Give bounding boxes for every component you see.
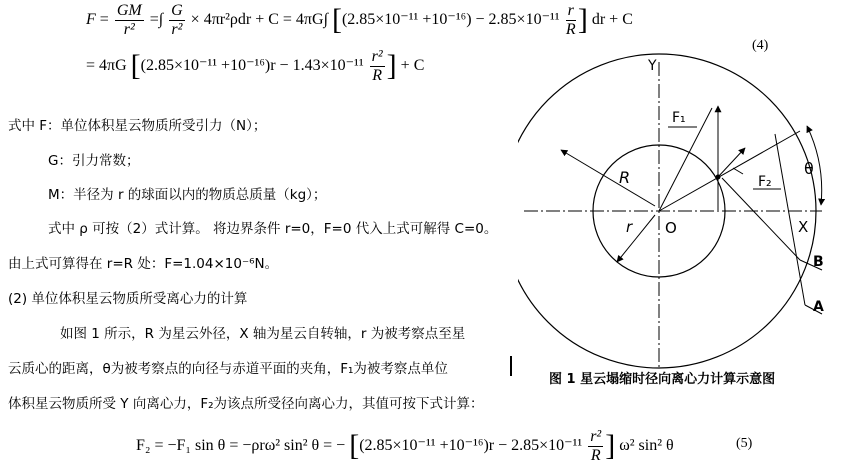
text-line-3: M：半径为 r 的球面以内的物质总质量（kg）； (48, 187, 327, 203)
fraction-g-r2: $\frac{G}{\text{r²}}$ (171, 2, 183, 38)
y-axis-label: Y (648, 58, 657, 74)
label-a: A (813, 299, 824, 315)
inner-radius-arrow (617, 215, 655, 262)
text-line-8: 云质心的距离，θ为被考察点的向径与赤道平面的夹角，F₁为被考察点单位 (8, 361, 448, 377)
right-bracket: ] (605, 429, 616, 463)
right-bracket: ] (577, 3, 588, 37)
fraction-r-R: $\frac{r}{R}$ (565, 2, 576, 38)
figure-1-diagram (518, 50, 843, 370)
text-line-4: 式中 ρ 可按（2）式计算。 将边界条件 r=0，F=0 代入上式可解得 C=0。 (48, 221, 498, 237)
text-line-9: 体积星云物质所受 Y 向离心力，F₂为该点所受径向离心力，其值可按下式计算： (8, 396, 484, 412)
equation-4-line-2: = 4πG [(2.85×10⁻¹¹ +10⁻¹⁶)r − 1.43×10⁻¹¹ $\frac{\text{r²}}{R}$ ] + C (86, 48, 425, 84)
text-line-5: 由上式可算得在 r=R 处：F=1.04×10⁻⁶N。 (8, 256, 279, 272)
fraction-r2-R: $\frac{\text{r²}}{R}$ (371, 48, 383, 84)
theta-label: θ (804, 159, 814, 178)
f2-leader (733, 168, 743, 174)
equation-4-line-1: F = $\frac{GM}{\text{r²}}$ =∫ $\frac{G}{\text{r²}}$ × 4πr²ρdr + C = 4πG∫ [(2.85×10⁻¹¹ +10⁻¹⁶) − 2.85×10⁻¹¹ $\frac{r}{R}$ ] dr + C (86, 2, 633, 38)
text-line-7: 如图 1 所示，R 为星云外径，X 轴为星云自转轴，r 为被考察点至星 (60, 326, 466, 342)
equation-number-5: (5) (736, 436, 753, 451)
f2-label: F₂ (758, 174, 772, 190)
figure-caption: 图 1 星云塌缩时径向离心力计算示意图 (549, 372, 776, 387)
origin-label: O (665, 219, 677, 237)
outer-radius-label: R (619, 168, 631, 187)
left-bracket: [ (349, 429, 360, 463)
left-bracket: [ (130, 49, 141, 83)
equation-5: F₂ = −F₁ sin θ = −ρrω² sin² θ = − [(2.85×10⁻¹¹ +10⁻¹⁶)r − 2.85×10⁻¹¹ $\frac{\text{r²}}{R}$ ] ω² sin² θ (136, 428, 674, 464)
f1-label: F₁ (672, 110, 686, 126)
x-axis-label: X (798, 218, 809, 236)
left-bracket: [ (331, 3, 342, 37)
text-line-1: 式中 F：单位体积星云物质所受引力（N）； (8, 118, 267, 134)
right-bracket: ] (386, 49, 397, 83)
section-heading: (2) 单位体积星云物质所受离心力的计算 (8, 291, 248, 307)
b-leader (722, 178, 800, 260)
fraction-r2-R: $\frac{\text{r²}}{R}$ (590, 428, 602, 464)
text-cursor (510, 356, 512, 376)
label-b: B (813, 254, 824, 270)
fraction-gm-r2: $\frac{GM}{\text{r²}}$ (116, 2, 142, 38)
text-line-2: G：引力常数； (48, 153, 140, 169)
equation-number-4: (4) (752, 38, 769, 53)
radius-line-a (659, 131, 800, 211)
inner-radius-label: r (626, 218, 633, 236)
outer-radius-arrow (561, 150, 655, 206)
